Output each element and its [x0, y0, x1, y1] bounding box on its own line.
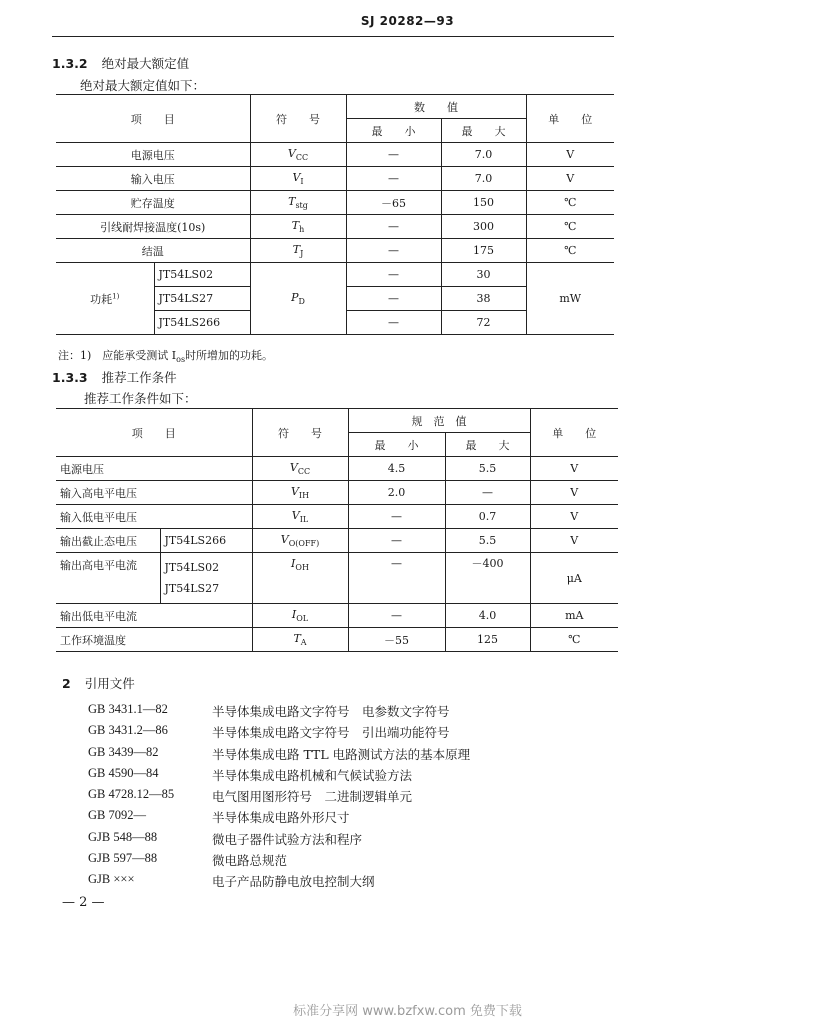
table-cell-min: －55 [348, 628, 445, 652]
table-cell-max: 150 [441, 191, 526, 215]
table-cell-device: JT54LS27 [154, 287, 250, 311]
table-cell-max: 7.0 [441, 167, 526, 191]
table-cell-min: 2.0 [348, 481, 445, 505]
reference-code: GB 7092— [88, 808, 146, 823]
reference-title: 微电子器件试验方法和程序 [212, 831, 363, 847]
table-cell-item: 输出截止态电压 [56, 529, 160, 553]
table-cell-unit: V [530, 481, 618, 505]
recommended-conditions-table [56, 408, 618, 652]
col-header-unit: 单 位 [530, 409, 618, 457]
col-header-unit: 单 位 [526, 95, 614, 143]
reference-code: GB 4728.12—85 [88, 787, 175, 802]
table-cell-max: 30 [441, 263, 526, 287]
table-cell-symbol: $V_{CC}$ [252, 457, 348, 481]
table-cell-min: — [346, 215, 441, 239]
table-cell-max: — [445, 481, 530, 505]
col-header-symbol: 符 号 [252, 409, 348, 457]
table-cell-min: 4.5 [348, 457, 445, 481]
table-cell-min: — [348, 529, 445, 553]
section-heading-2: 2 引用文件 [62, 676, 135, 691]
table-cell-symbol: $V_{CC}$ [250, 143, 346, 167]
col-header-symbol: 符 号 [250, 95, 346, 143]
reference-code: GJB 597—88 [88, 851, 158, 866]
table-cell-unit: μA [530, 553, 618, 604]
table-row [56, 505, 618, 529]
table-cell-unit: V [530, 505, 618, 529]
table-cell-min: — [348, 553, 445, 604]
reference-title: 半导体集成电路 TTL 电路测试方法的基本原理 [212, 746, 471, 762]
reference-title: 电气图用图形符号 二进制逻辑单元 [212, 789, 413, 805]
table-cell-min: — [346, 143, 441, 167]
table-cell-unit: ℃ [526, 239, 614, 263]
col-header-max: 最 大 [441, 119, 526, 143]
table-cell-symbol: $P_D$ [250, 263, 346, 335]
table-cell-max: 5.5 [445, 457, 530, 481]
table-cell-min: — [348, 604, 445, 628]
table-cell-item: 电源电压 [56, 457, 252, 481]
table-cell-device: JT54LS266 [154, 311, 250, 335]
table-cell-symbol: $V_{IH}$ [252, 481, 348, 505]
table-cell-symbol: $I_{OL}$ [252, 604, 348, 628]
reference-title: 微电路总规范 [212, 853, 288, 869]
table-cell-unit: V [530, 457, 618, 481]
table-cell-item: 引线耐焊接温度(10s) [56, 215, 250, 239]
reference-item [88, 830, 470, 851]
table-cell-item: 贮存温度 [56, 191, 250, 215]
col-header-value: 数 值 [346, 95, 526, 119]
reference-item [88, 745, 470, 766]
table-row [56, 167, 614, 191]
table-cell-max: 5.5 [445, 529, 530, 553]
table-row [56, 457, 618, 481]
table-cell-symbol: $T_J$ [250, 239, 346, 263]
table-cell-symbol: $V_I$ [250, 167, 346, 191]
table-cell-symbol: $T_{stg}$ [250, 191, 346, 215]
table-cell-min: — [346, 263, 441, 287]
table-cell-min: — [346, 239, 441, 263]
table-cell-unit: V [526, 167, 614, 191]
table-note: 注：1) 应能承受测试 $I_{os}$时所增加的功耗。 [58, 349, 274, 365]
reference-code: GB 3439—82 [88, 744, 159, 759]
table-cell-symbol: $I_{OH}$ [252, 553, 348, 604]
reference-code: GJB ××× [88, 872, 135, 887]
table-cell-item: 输入低电平电压 [56, 505, 252, 529]
section-intro-1-3-3: 推荐工作条件如下： [84, 391, 197, 406]
table-cell-max: －400 [445, 553, 530, 604]
table-row [56, 143, 614, 167]
table-cell-item: 输出高电平电流 [56, 553, 160, 604]
reference-code: GB 3431.1—82 [88, 702, 168, 716]
section-heading-1-3-3: 1.3.3 推荐工作条件 [52, 370, 177, 385]
table-cell-unit: ℃ [530, 628, 618, 652]
table-cell-max: 4.0 [445, 604, 530, 628]
table-row [56, 481, 618, 505]
reference-item [88, 808, 470, 829]
table-cell-unit: V [530, 529, 618, 553]
col-header-item: 项 目 [56, 409, 252, 457]
table-cell-max: 175 [441, 239, 526, 263]
table-cell-symbol: $V_{IL}$ [252, 505, 348, 529]
reference-code: GB 4590—84 [88, 765, 159, 780]
absolute-max-ratings-table [56, 94, 614, 335]
document-code: SJ 20282—93 [360, 14, 455, 28]
table-cell-symbol: $V_{O(OFF)}$ [252, 529, 348, 553]
table-cell-min: — [346, 311, 441, 335]
table-cell-item: 输出低电平电流 [56, 604, 252, 628]
table-cell-min: －65 [346, 191, 441, 215]
table-row [56, 239, 614, 263]
section-intro-1-3-2: 绝对最大额定值如下： [80, 78, 206, 93]
table-cell-min: — [346, 167, 441, 191]
table-cell-max: 7.0 [441, 143, 526, 167]
table-cell-unit: mW [526, 263, 614, 335]
table-cell-unit: ℃ [526, 215, 614, 239]
col-header-min: 最 小 [348, 433, 445, 457]
reference-title: 电子产品防静电放电控制大纲 [212, 874, 375, 890]
reference-title: 半导体集成电路文字符号 引出端功能符号 [212, 725, 450, 741]
table-cell-item: 输入电压 [56, 167, 250, 191]
table-cell-device: JT54LS266 [160, 529, 252, 553]
table-cell-unit: ℃ [526, 191, 614, 215]
table-row [56, 215, 614, 239]
reference-title: 半导体集成电路文字符号 电参数文字符号 [212, 704, 450, 719]
reference-list [88, 702, 470, 894]
table-row [56, 191, 614, 215]
reference-item [88, 872, 470, 893]
table-cell-min: — [348, 505, 445, 529]
reference-item [88, 851, 470, 872]
col-header-max: 最 大 [445, 433, 530, 457]
table-cell-item: 电源电压 [56, 143, 250, 167]
reference-code: GJB 548—88 [88, 829, 158, 844]
table-cell-max: 72 [441, 311, 526, 335]
col-header-min: 最 小 [346, 119, 441, 143]
table-cell-item: 功耗$^{1)}$ [56, 263, 154, 335]
table-cell-min: — [346, 287, 441, 311]
table-cell-symbol: $T_A$ [252, 628, 348, 652]
col-header-value: 规 范 值 [348, 409, 530, 433]
section-heading-1-3-2: 1.3.2 绝对最大额定值 [52, 56, 190, 71]
table-cell-device: JT54LS02 [154, 263, 250, 287]
table-cell-max: 300 [441, 215, 526, 239]
table-cell-symbol: $T_h$ [250, 215, 346, 239]
watermark: 标准分享网 www.bzfxw.com 免费下载 [293, 1004, 522, 1019]
table-cell-max: 38 [441, 287, 526, 311]
table-cell-unit: V [526, 143, 614, 167]
reference-code: GB 3431.2—86 [88, 723, 168, 738]
table-cell-item: 输入高电平电压 [56, 481, 252, 505]
table-cell-item: 工作环境温度 [56, 628, 252, 652]
reference-item [88, 766, 470, 787]
header-rule [52, 36, 614, 37]
reference-item [88, 702, 470, 723]
table-cell-item: 结温 [56, 239, 250, 263]
table-cell-devices: JT54LS02 JT54LS27 [160, 553, 252, 604]
reference-title: 半导体集成电路外形尺寸 [212, 810, 350, 826]
table-cell-max: 0.7 [445, 505, 530, 529]
reference-item [88, 723, 470, 744]
page-number: — 2 — [62, 895, 105, 910]
table-cell-unit: mA [530, 604, 618, 628]
reference-title: 半导体集成电路机械和气候试验方法 [212, 767, 413, 783]
reference-item [88, 787, 470, 808]
col-header-item: 项 目 [56, 95, 250, 143]
table-cell-max: 125 [445, 628, 530, 652]
